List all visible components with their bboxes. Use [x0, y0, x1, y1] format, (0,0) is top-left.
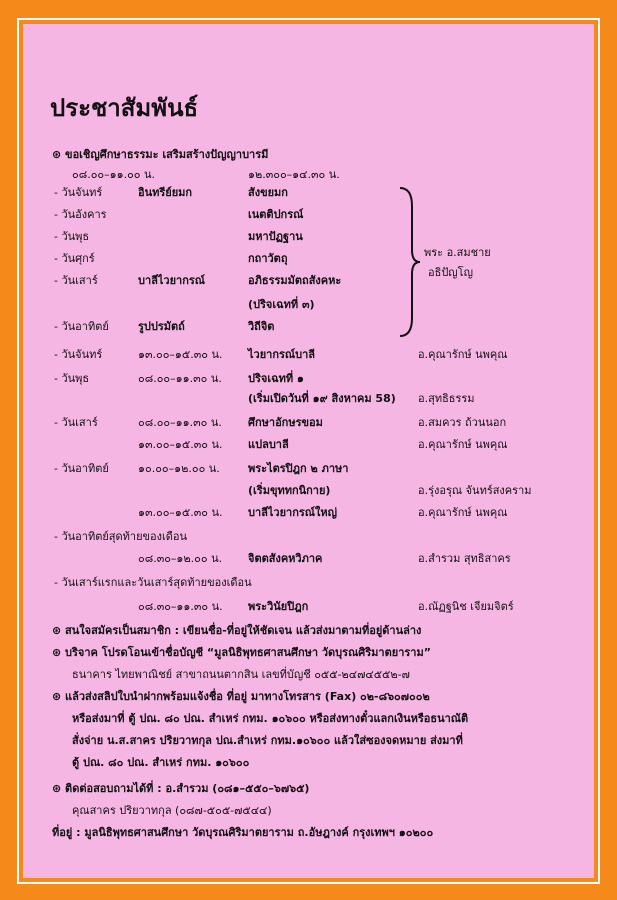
class-teacher: อ.สุทธิธรรม — [418, 392, 475, 405]
first-last-sat-subject: พระวินัยปิฎก — [248, 600, 309, 613]
note-line: ธนาคาร ไทยพาณิชย์ สาขาถนนตากสิน เลขที่บัญชี ๐๕๕-๒๔๗๔๕๕๒-๗ — [72, 668, 410, 681]
schedule-afternoon: (ปริจเฉทที่ ๓) — [248, 298, 315, 311]
schedule-afternoon: เนตติปกรณ์ — [248, 208, 304, 221]
class-time: ๑๓.๐๐–๑๕.๓๐ น. — [138, 348, 223, 361]
time-afternoon: ๑๒.๓๐๐–๑๔.๓๐ น. — [248, 168, 340, 181]
note-line: ⊛ สนใจสมัครเป็นสมาชิก : เขียนชื่อ-ที่อยู่ให้ชัดเจน แล้วส่งมาตามที่อยู่ด้านล่าง — [52, 624, 422, 637]
schedule-afternoon: อภิธรรมมัตถสังคหะ — [248, 274, 342, 287]
heading: ⊛ ขอเชิญศึกษาธรรมะ เสริมสร้างปัญญาบารมี — [52, 148, 269, 161]
time-morning: ๐๘.๐๐–๑๑.๐๐ น. — [72, 168, 156, 181]
first-last-sat-label: - วันเสาร์แรกและวันเสาร์สุดท้ายของเดือน — [54, 576, 252, 589]
brace-icon — [398, 186, 420, 338]
last-sunday-subject: จิตตสังคหวิภาค — [248, 552, 323, 565]
schedule-afternoon: วิถีจิต — [248, 320, 275, 333]
main-teacher: พระ อ.สมชาย — [424, 246, 491, 259]
address-line: ที่อยู่ : มูลนิธิพุทธศาสนศึกษา วัดบุรณศิริมาตยาราม ถ.อัษฎางค์ กรุงเทพฯ ๑๐๒๐๐ — [52, 826, 434, 839]
class-teacher: อ.รุ่งอรุณ จันทร์สงคราม — [418, 484, 532, 497]
class-time: ๐๘.๐๐–๑๑.๓๐ น. — [138, 416, 222, 429]
schedule-morning: รูปปรมัตถ์ — [138, 320, 185, 333]
schedule-morning: อินทรีย์ยมก — [138, 186, 193, 199]
last-sunday-teacher: อ.สำรวม สุทธิสาคร — [418, 552, 511, 565]
class-subject: พระไตรปิฎก ๒ ภาษา — [248, 462, 349, 475]
schedule-day: - วันอังคาร — [54, 208, 107, 221]
schedule-afternoon: มหาปัฏฐาน — [248, 230, 303, 243]
first-last-sat-teacher: อ.ณัฏฐนิช เจียมจิตร์ — [418, 600, 514, 613]
class-day: - วันพุธ — [54, 372, 90, 385]
note-line: ตู้ ปณ. ๘๐ ปณ. สำเหร่ กทม. ๑๐๖๐๐ — [72, 756, 250, 769]
class-time: ๑๓.๐๐–๑๕.๓๐ น. — [138, 506, 223, 519]
schedule-day: - วันจันทร์ — [54, 186, 103, 199]
class-time: ๑๓.๐๐–๑๕.๓๐ น. — [138, 438, 223, 451]
class-day: - วันอาทิตย์ — [54, 462, 109, 475]
class-teacher: อ.คุณารักษ์ นพคุณ — [418, 348, 508, 361]
schedule-afternoon: สังขยมก — [248, 186, 288, 199]
class-day: - วันเสาร์ — [54, 416, 98, 429]
page-title: ประชาสัมพันธ์ — [50, 94, 199, 122]
last-sunday-label: - วันอาทิตย์สุดท้ายของเดือน — [54, 530, 188, 543]
schedule-day: - วันศุกร์ — [54, 252, 95, 265]
class-time: ๐๘.๐๐–๑๑.๓๐ น. — [138, 372, 222, 385]
class-time: ๑๐.๐๐–๑๒.๐๐ น. — [138, 462, 220, 475]
class-day: - วันจันทร์ — [54, 348, 103, 361]
class-subject: บาลีไวยากรณ์ใหญ่ — [248, 506, 337, 519]
note-line: ⊛ แล้วส่งสลิปใบนำฝากพร้อมแจ้งชื่อ ที่อยู่ มาทางโทรสาร (Fax) ๐๒-๘๖๐๗๐๐๒ — [52, 690, 430, 703]
class-subject: (เริ่มขุททกนิกาย) — [248, 484, 331, 497]
schedule-afternoon: กถาวัตถุ — [248, 252, 288, 265]
schedule-day: - วันพุธ — [54, 230, 90, 243]
contact-line: คุณสาคร ปริยวาทกุล (๐๘๗-๕๐๕-๗๕๔๔) — [72, 804, 272, 817]
note-line: หรือส่งมาที่ ตู้ ปณ. ๘๐ ปณ. สำเหร่ กทม. ๑๐๖๐๐ หรือส่งทางตั๋วแลกเงินหรือธนาณัติ — [72, 712, 469, 725]
main-teacher: อธิปัญโญ — [428, 266, 473, 279]
first-last-sat-time: ๐๘.๓๐–๑๑.๓๐ น. — [138, 600, 223, 613]
schedule-morning: บาลีไวยากรณ์ — [138, 274, 206, 287]
contact-line: ⊛ ติดต่อสอบถามได้ที่ : อ.สำรวม (๐๘๑–๕๕๐–๖๗๖๕) — [52, 782, 310, 795]
class-subject: (เริ่มเปิดวันที่ ๑๙ สิงหาคม 58) — [248, 392, 396, 405]
class-subject: ไวยากรณ์บาลี — [248, 348, 316, 361]
class-subject: แปลบาลี — [248, 438, 289, 451]
class-subject: ศึกษาอักษรขอม — [248, 416, 323, 429]
note-line: ⊛ บริจาค โปรดโอนเข้าชื่อบัญชี “มูลนิธิพุทธศาสนศึกษา วัดบุรณศิริมาตยาราม” — [52, 646, 431, 659]
class-subject: ปริจเฉทที่ ๑ — [248, 372, 304, 385]
note-line: สั่งจ่าย น.ส.สาคร ปริยวาทกุล ปณ.สำเหร่ กทม.๑๐๖๐๐ แล้วใส่ซองจดหมาย ส่งมาที่ — [72, 734, 463, 747]
class-teacher: อ.สมควร ถ้วนนอก — [418, 416, 507, 429]
schedule-day: - วันเสาร์ — [54, 274, 98, 287]
class-teacher: อ.คุณารักษ์ นพคุณ — [418, 506, 508, 519]
schedule-day: - วันอาทิตย์ — [54, 320, 109, 333]
last-sunday-time: ๐๘.๓๐–๑๒.๐๐ น. — [138, 552, 223, 565]
class-teacher: อ.คุณารักษ์ นพคุณ — [418, 438, 508, 451]
